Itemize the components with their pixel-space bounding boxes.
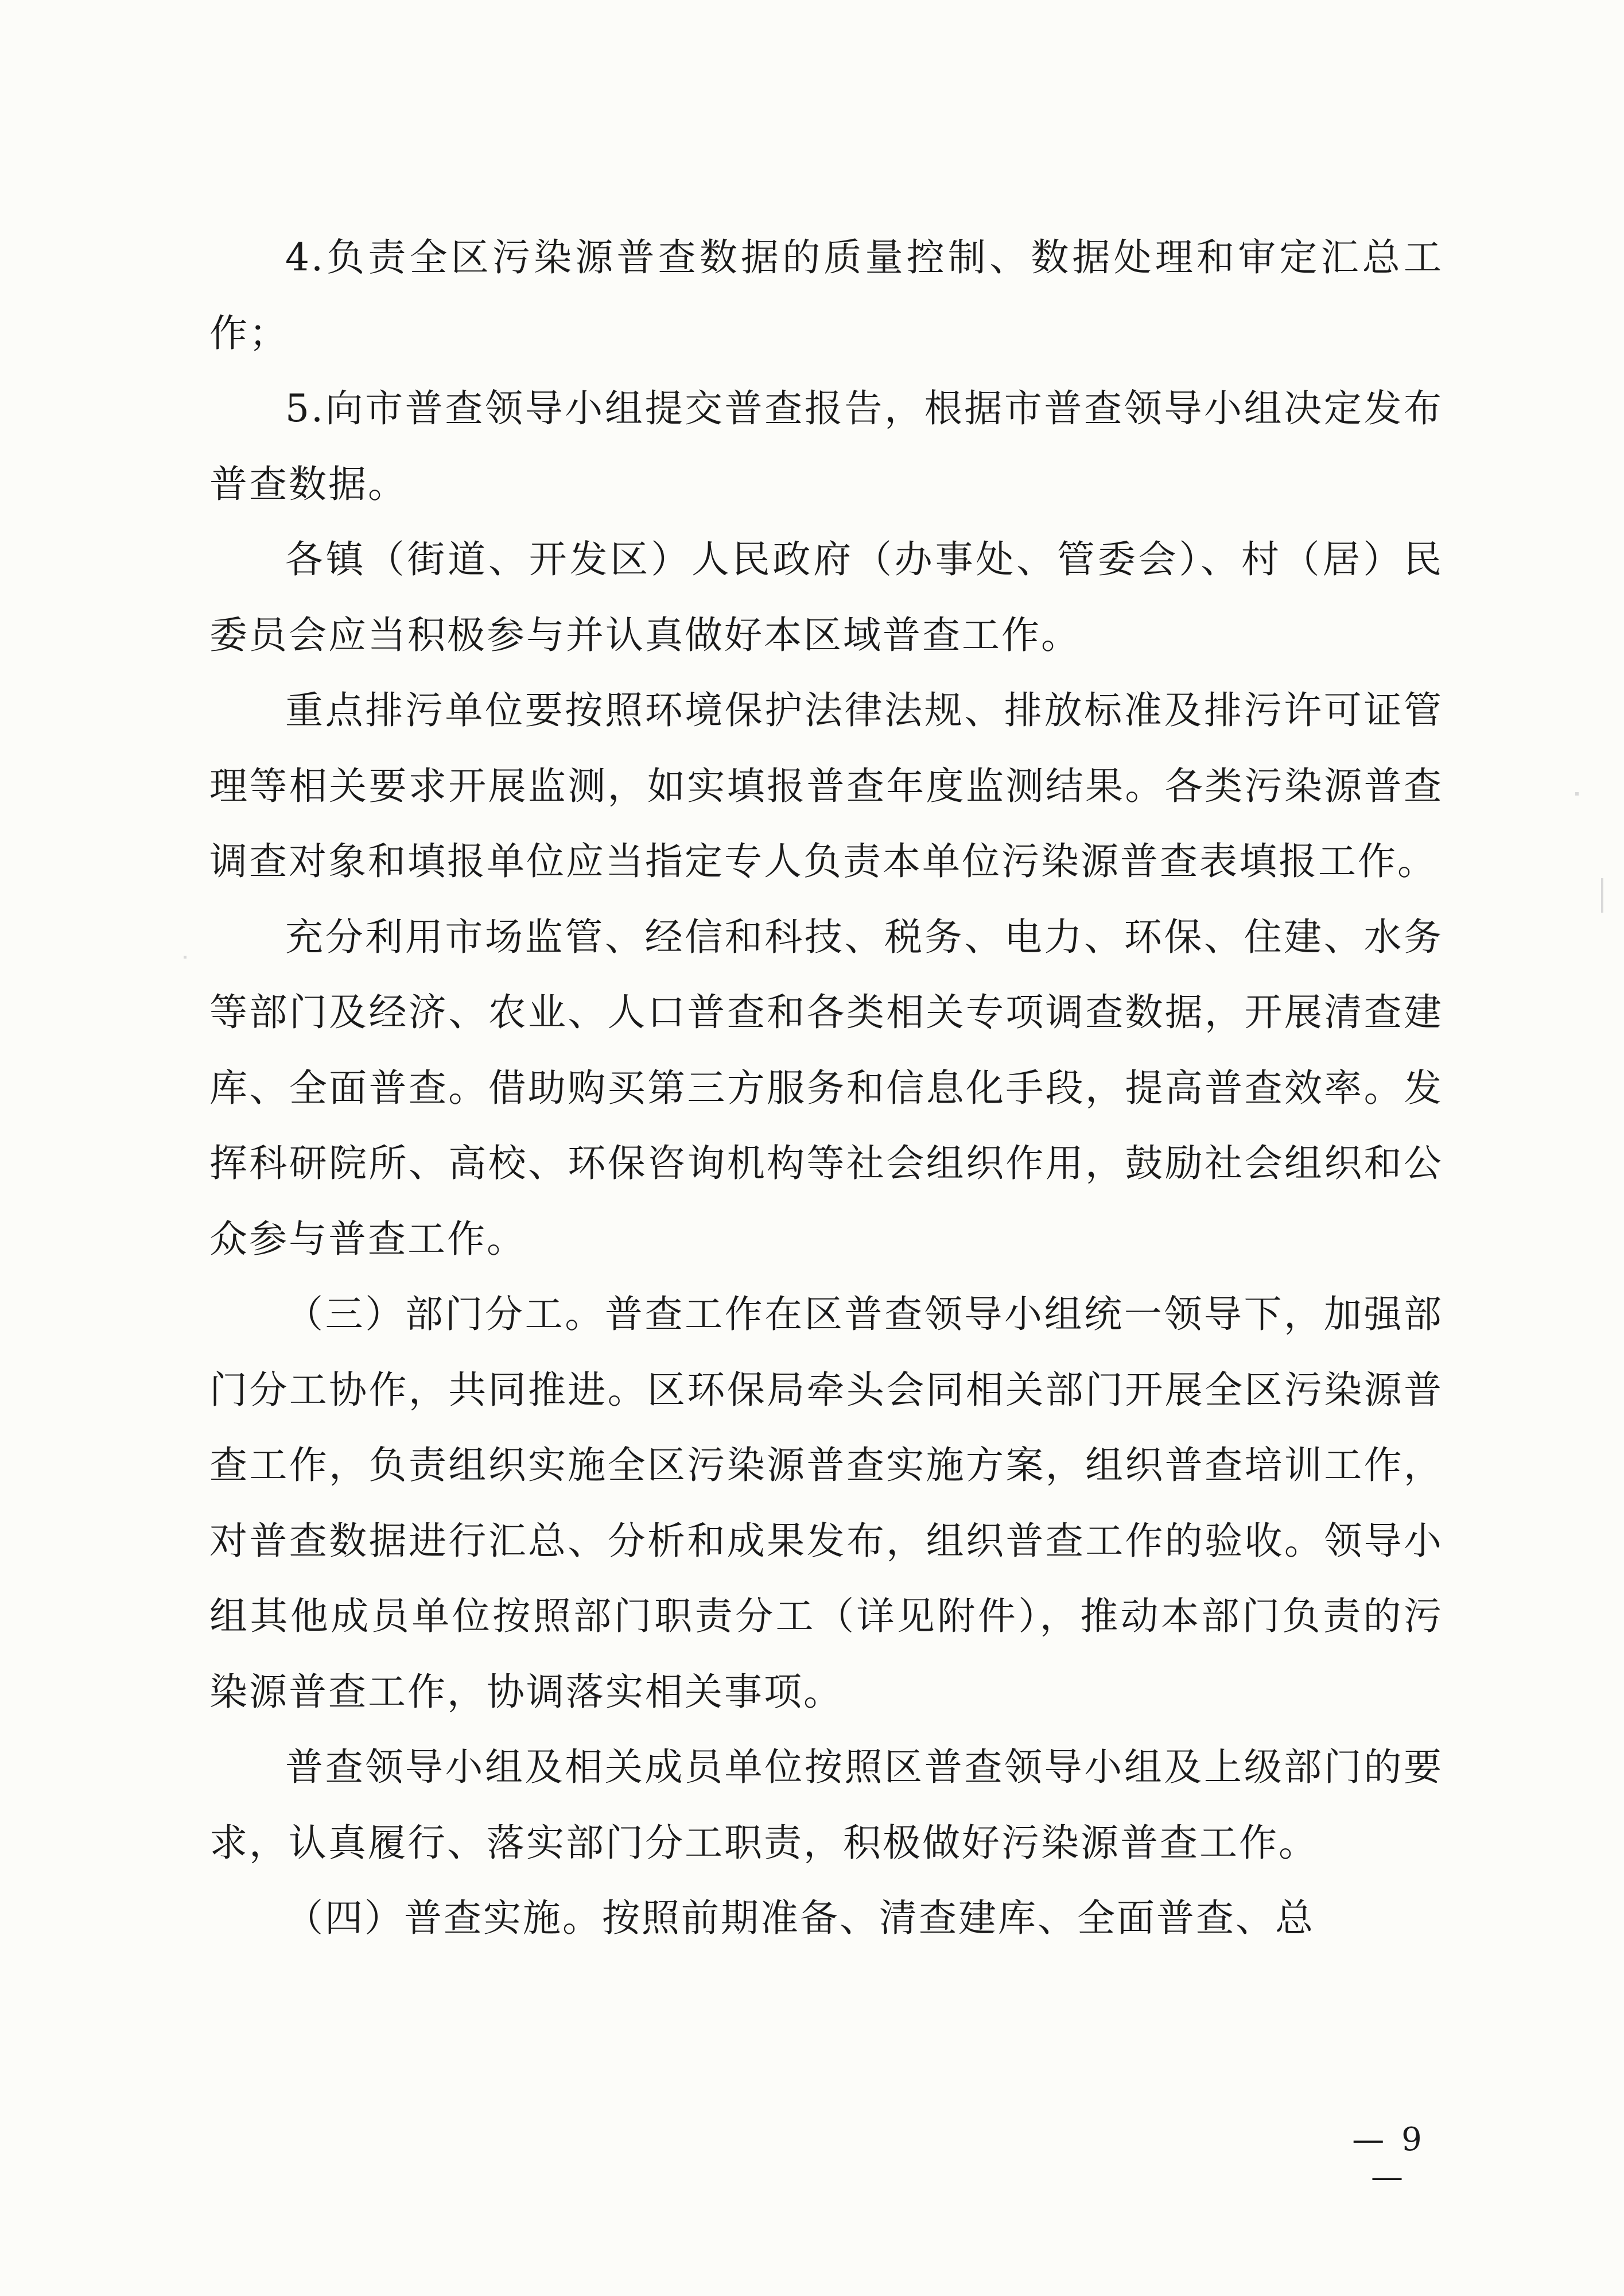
page-number: — 9 — <box>1352 2121 1425 2196</box>
body-text <box>209 220 1443 1956</box>
paragraph: （三）部门分工。普查工作在区普查领导小组统一领导下，加强部门分工协作，共同推进。区环保局牵头会同相关部门开展全区污染源普查工作，负责组织实施全区污染源普查实施方案，组织普查培训工作，对普查数据进行汇总、分析和成果发布，组织普查工作的验收。领导小组其他成员单位按照部门职责分工（详见附件），推动本部门负责的污染源普查工作，协调落实相关事项。 <box>209 1292 1443 1714</box>
scan-speck <box>184 956 187 959</box>
paragraph: 普查领导小组及相关成员单位按照区普查领导小组及上级部门的要求，认真履行、落实部门分工职责，积极做好污染源普查工作。 <box>209 1745 1443 1865</box>
scan-speck <box>1601 878 1603 913</box>
paragraph: 4.负责全区污染源普查数据的质量控制、数据处理和审定汇总工作； <box>209 235 1443 355</box>
paragraph: （四）普查实施。按照前期准备、清查建库、全面普查、总 <box>285 1896 1315 1940</box>
paragraph: 重点排污单位要按照环境保护法律法规、排放标准及排污许可证管理等相关要求开展监测，如实填报普查年度监测结果。各类污染源普查调查对象和填报单位应当指定专人负责本单位污染源普查表填报工作。 <box>209 688 1443 883</box>
paragraph: 各镇（街道、开发区）人民政府（办事处、管委会）、村（居）民委员会应当积极参与并认真做好本区域普查工作。 <box>209 537 1443 657</box>
paragraph: 充分利用市场监管、经信和科技、税务、电力、环保、住建、水务等部门及经济、农业、人口普查和各类相关专项调查数据，开展清查建库、全面普查。借助购买第三方服务和信息化手段，提高普查效率。发挥科研院所、高校、环保咨询机构等社会组织作用，鼓励社会组织和公众参与普查工作。 <box>209 914 1443 1261</box>
scan-speck <box>1575 792 1579 796</box>
paragraph: 5.向市普查领导小组提交普查报告，根据市普查领导小组决定发布普查数据。 <box>209 386 1443 506</box>
